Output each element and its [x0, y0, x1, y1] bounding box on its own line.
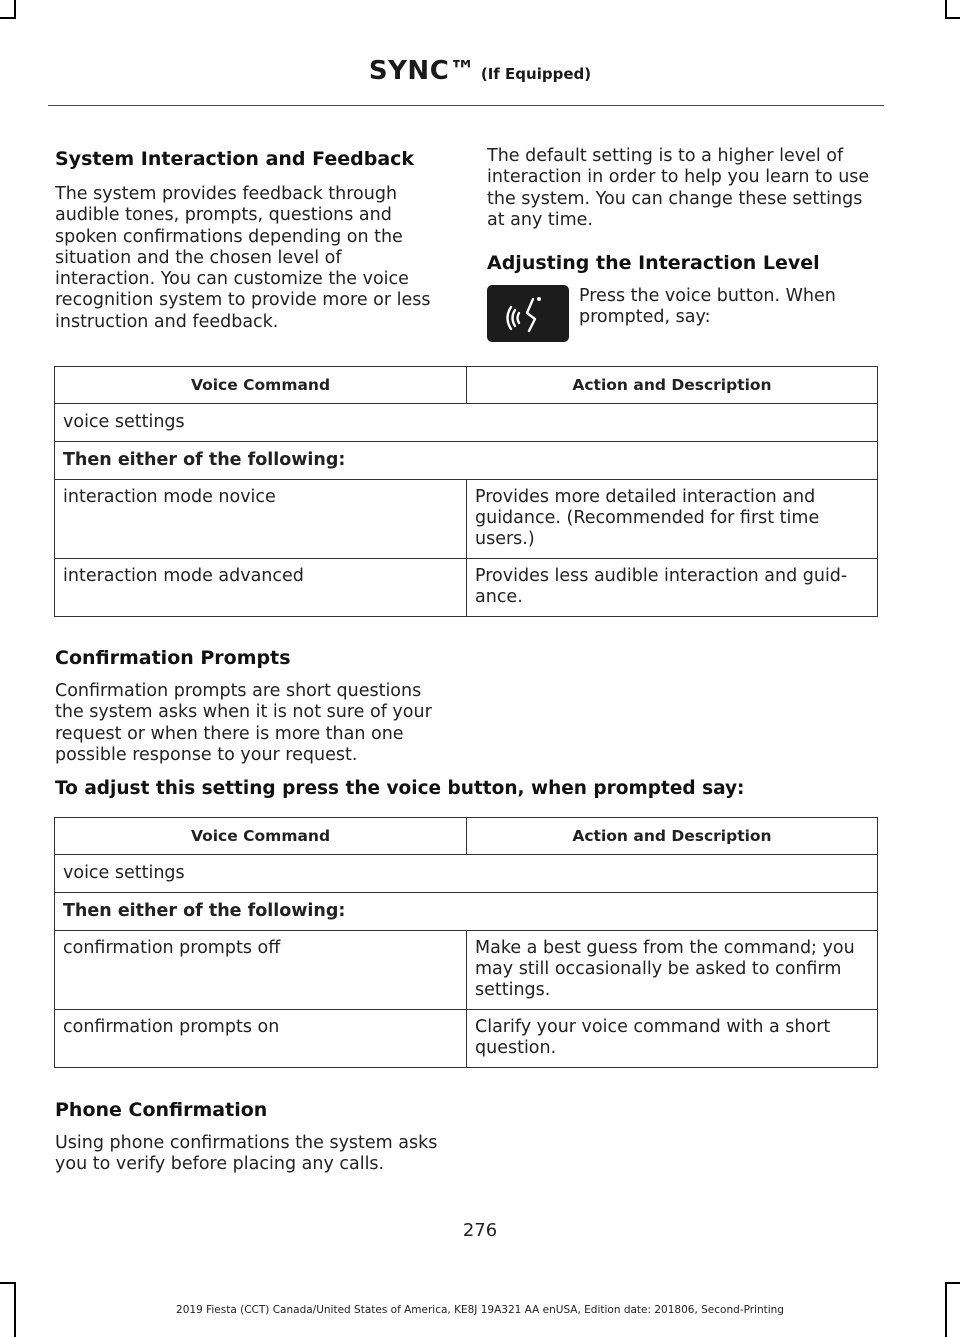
header-title: SYNC™: [368, 56, 476, 86]
table-row: [55, 559, 878, 617]
voice-command-table-interaction: [54, 366, 878, 617]
table-row: [55, 893, 878, 931]
table-cell-action: Make a best guess from the command; you may still occasionally be asked to confirm settings.: [467, 931, 878, 1010]
section-paragraph: Confirmation prompts are short questions the system asks when it is not sure of your request or when there is more than one possible response to your request.: [55, 681, 432, 765]
table-row: [55, 404, 878, 442]
column-header-command: Voice Command: [55, 367, 467, 404]
column-header-action: Action and Description: [467, 818, 878, 855]
table-row: [55, 855, 878, 893]
table-cell-note: Then either of the following:: [55, 893, 878, 931]
table-row: [55, 1010, 878, 1068]
section-confirmation-prompts: [55, 645, 885, 802]
section-heading: System Interaction and Feedback: [55, 148, 415, 170]
section-heading: Phone Confirmation: [55, 1099, 268, 1121]
table-cell-command: voice settings: [55, 404, 878, 442]
table-cell-action: Provides more detailed interaction and guidance. (Recommended for first time users.): [467, 480, 878, 559]
table-row: [55, 480, 878, 559]
section-phone-confirmation: [55, 1097, 885, 1176]
table-cell-command: confirmation prompts on: [55, 1010, 467, 1068]
table-cell-action: Provides less audible interaction and guid-ance.: [467, 559, 878, 617]
table-row: [55, 442, 878, 480]
voice-button-icon: [487, 285, 569, 342]
header-divider: [48, 105, 884, 106]
table-cell-command: confirmation prompts off: [55, 931, 467, 1010]
section-heading: Confirmation Prompts: [55, 647, 291, 669]
crop-mark: [945, 0, 947, 18]
page-header: [0, 56, 960, 86]
crop-mark: [945, 1282, 960, 1284]
table-header-row: [55, 818, 878, 855]
crop-mark: [945, 17, 960, 19]
table-cell-note: Then either of the following:: [55, 442, 878, 480]
section-default-setting: [487, 146, 881, 276]
section-paragraph: Using phone confirmations the system asks you to verify before placing any calls.: [55, 1133, 438, 1175]
section-heading: Adjusting the Interaction Level: [487, 252, 820, 275]
page-number: 276: [462, 1220, 498, 1241]
crop-mark: [0, 17, 16, 19]
table-cell-command: interaction mode novice: [55, 480, 467, 559]
table-header-row: [55, 367, 878, 404]
page-footer: 2019 Fiesta (CCT) Canada/United States of America, KE8J 19A321 AA enUSA, Edition date: 201806, Second-Printing: [176, 1304, 784, 1316]
column-header-action: Action and Description: [467, 367, 878, 404]
table-row: [55, 931, 878, 1010]
table-cell-action: Clarify your voice command with a short question.: [467, 1010, 878, 1068]
crop-mark: [0, 1282, 16, 1284]
table-cell-command: interaction mode advanced: [55, 559, 467, 617]
section-paragraph: The default setting is to a higher level of interaction in order to help you learn to use the system. You can change these settings at any time.: [487, 146, 870, 230]
column-header-command: Voice Command: [55, 818, 467, 855]
section-system-interaction: [55, 146, 447, 333]
table-instruction: To adjust this setting press the voice button, when prompted say:: [55, 778, 745, 800]
voice-command-table-confirmation: [54, 817, 878, 1068]
section-paragraph: The system provides feedback through audible tones, prompts, questions and spoken confirmations depending on the situation and the chosen level of interaction. You can customize the voice recognition system to provide more or less instruction and feedback.: [55, 184, 431, 332]
voice-instruction: Press the voice button. When prompted, say:: [579, 286, 836, 328]
header-subtitle: (If Equipped): [480, 65, 592, 83]
crop-mark: [14, 0, 16, 18]
table-cell-command: voice settings: [55, 855, 878, 893]
